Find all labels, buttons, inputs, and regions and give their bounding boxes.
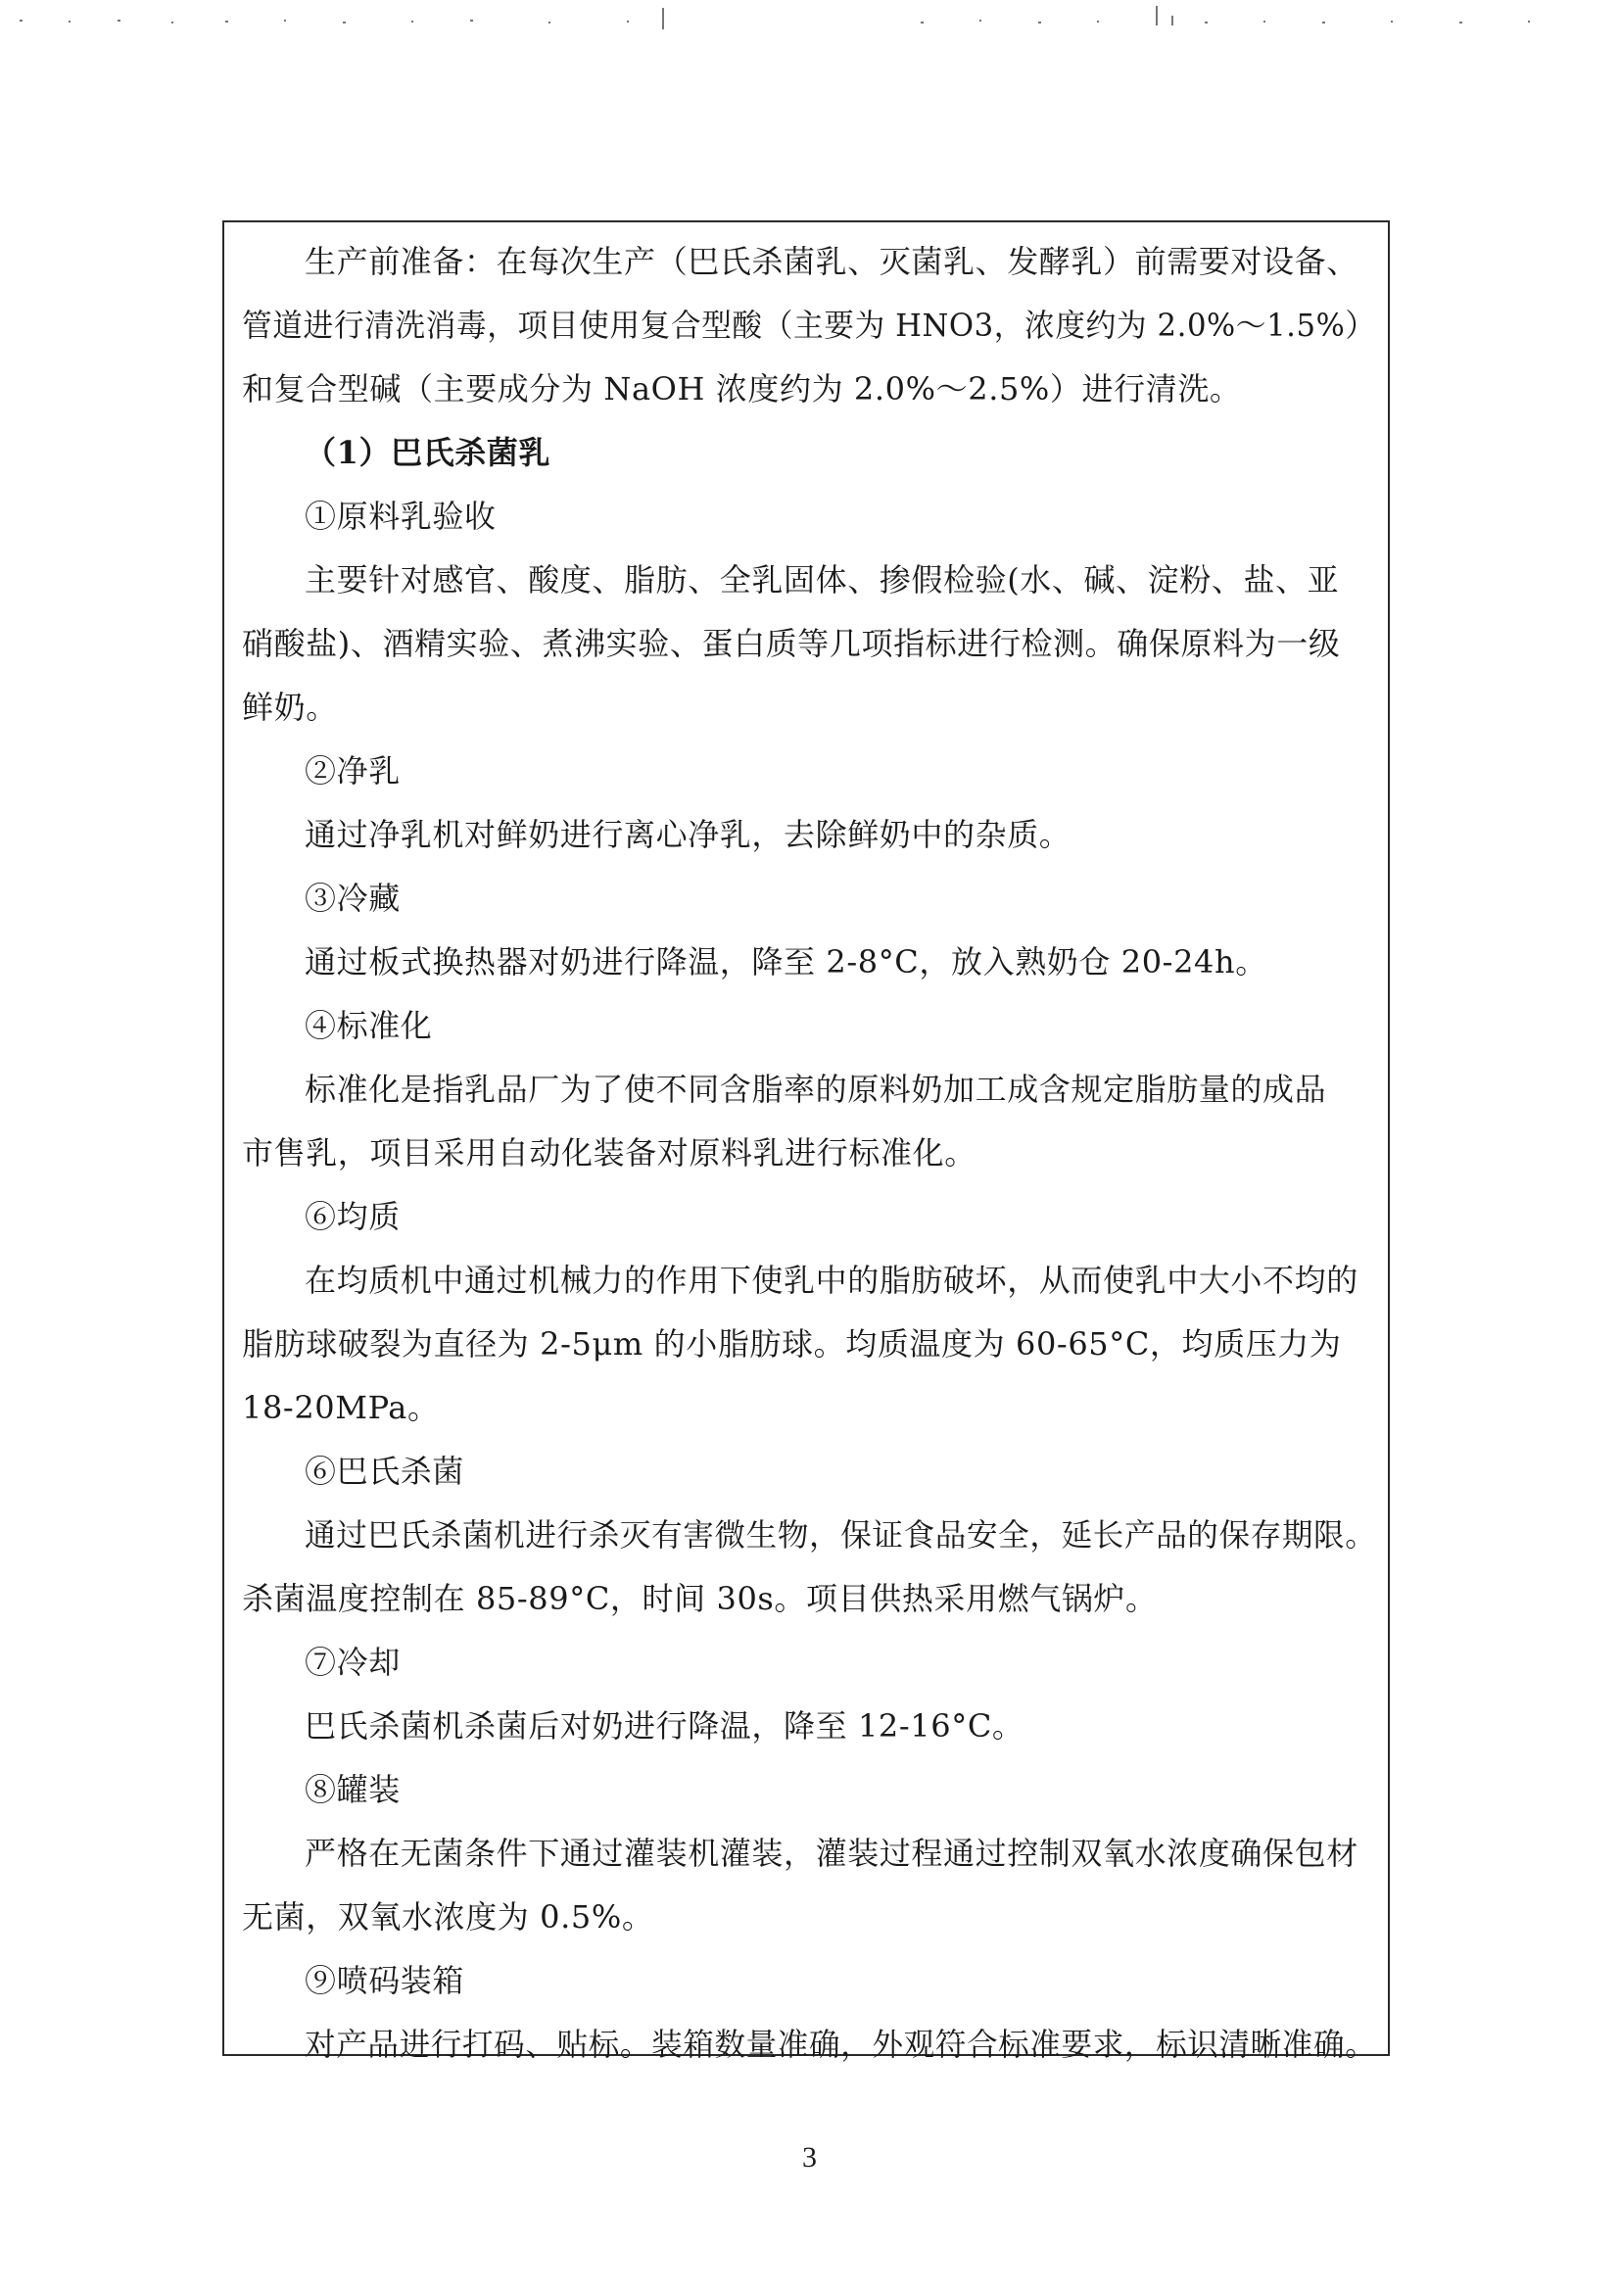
content-frame [222,220,1390,2063]
step-heading: ⑨喷码装箱 [305,1962,465,1999]
step-heading: ③冷藏 [305,880,401,917]
step-heading: ⑥巴氏杀菌 [305,1453,465,1490]
text-line: 主要针对感官、酸度、脂肪、全乳固体、掺假检验(水、碱、淀粉、盐、亚 [305,561,1340,598]
text-line: 鲜奶。 [242,689,338,726]
text-line: 生产前准备：在每次生产（巴氏杀菌乳、灭菌乳、发酵乳）前需要对设备、 [305,243,1358,280]
text-line: 标准化是指乳品厂为了使不同含脂率的原料奶加工成含规定脂肪量的成品 [305,1071,1327,1108]
text-line: 硝酸盐)、酒精实验、煮沸实验、蛋白质等几项指标进行检测。确保原料为一级 [242,625,1341,662]
text-line: 脂肪球破裂为直径为 2-5μm 的小脂肪球。均质温度为 60-65°C，均质压力为 [242,1325,1342,1363]
text-line: 18-20MPa。 [242,1389,440,1426]
text-line: 市售乳，项目采用自动化装备对原料乳进行标准化。 [242,1134,976,1172]
section-heading: （1）巴氏杀菌乳 [305,434,551,471]
step-heading: ④标准化 [305,1007,433,1044]
text-line: 和复合型碱（主要成分为 NaOH 浓度约为 2.0%～2.5%）进行清洗。 [242,370,1242,407]
text-line: 管道进行清洗消毒，项目使用复合型酸（主要为 HNO3，浓度约为 2.0%～1.5%） [242,307,1376,344]
text-line: 巴氏杀菌机杀菌后对奶进行降温，降至 12-16°C。 [305,1707,1024,1745]
scan-noise [0,0,1619,59]
step-heading: ⑦冷却 [305,1644,401,1681]
text-line: 严格在无菌条件下通过灌装机灌装，灌装过程通过控制双氧水浓度确保包材 [305,1835,1358,1872]
text-line: 通过净乳机对鲜奶进行离心净乳，去除鲜奶中的杂质。 [305,816,1071,853]
step-heading: ②净乳 [305,752,401,789]
text-line: 无菌，双氧水浓度为 0.5%。 [242,1898,654,1936]
text-line: 通过巴氏杀菌机进行杀灭有害微生物，保证食品安全，延长产品的保存期限。 [305,1516,1377,1554]
step-heading: ⑧罐装 [305,1771,401,1808]
step-heading: ①原料乳验收 [305,498,497,535]
text-line: 通过板式换热器对奶进行降温，降至 2-8°C，放入熟奶仓 20-24h。 [305,943,1267,981]
page-number: 3 [802,2141,817,2174]
step-heading: ⑥均质 [305,1198,401,1235]
text-line: 在均质机中通过机械力的作用下使乳中的脂肪破坏，从而使乳中大小不均的 [305,1262,1358,1299]
text-line: 杀菌温度控制在 85-89°C，时间 30s。项目供热采用燃气锅炉。 [242,1580,1158,1617]
text-line: 对产品进行打码、贴标。装箱数量准确，外观符合标准要求，标识清晰准确。 [305,2026,1377,2063]
